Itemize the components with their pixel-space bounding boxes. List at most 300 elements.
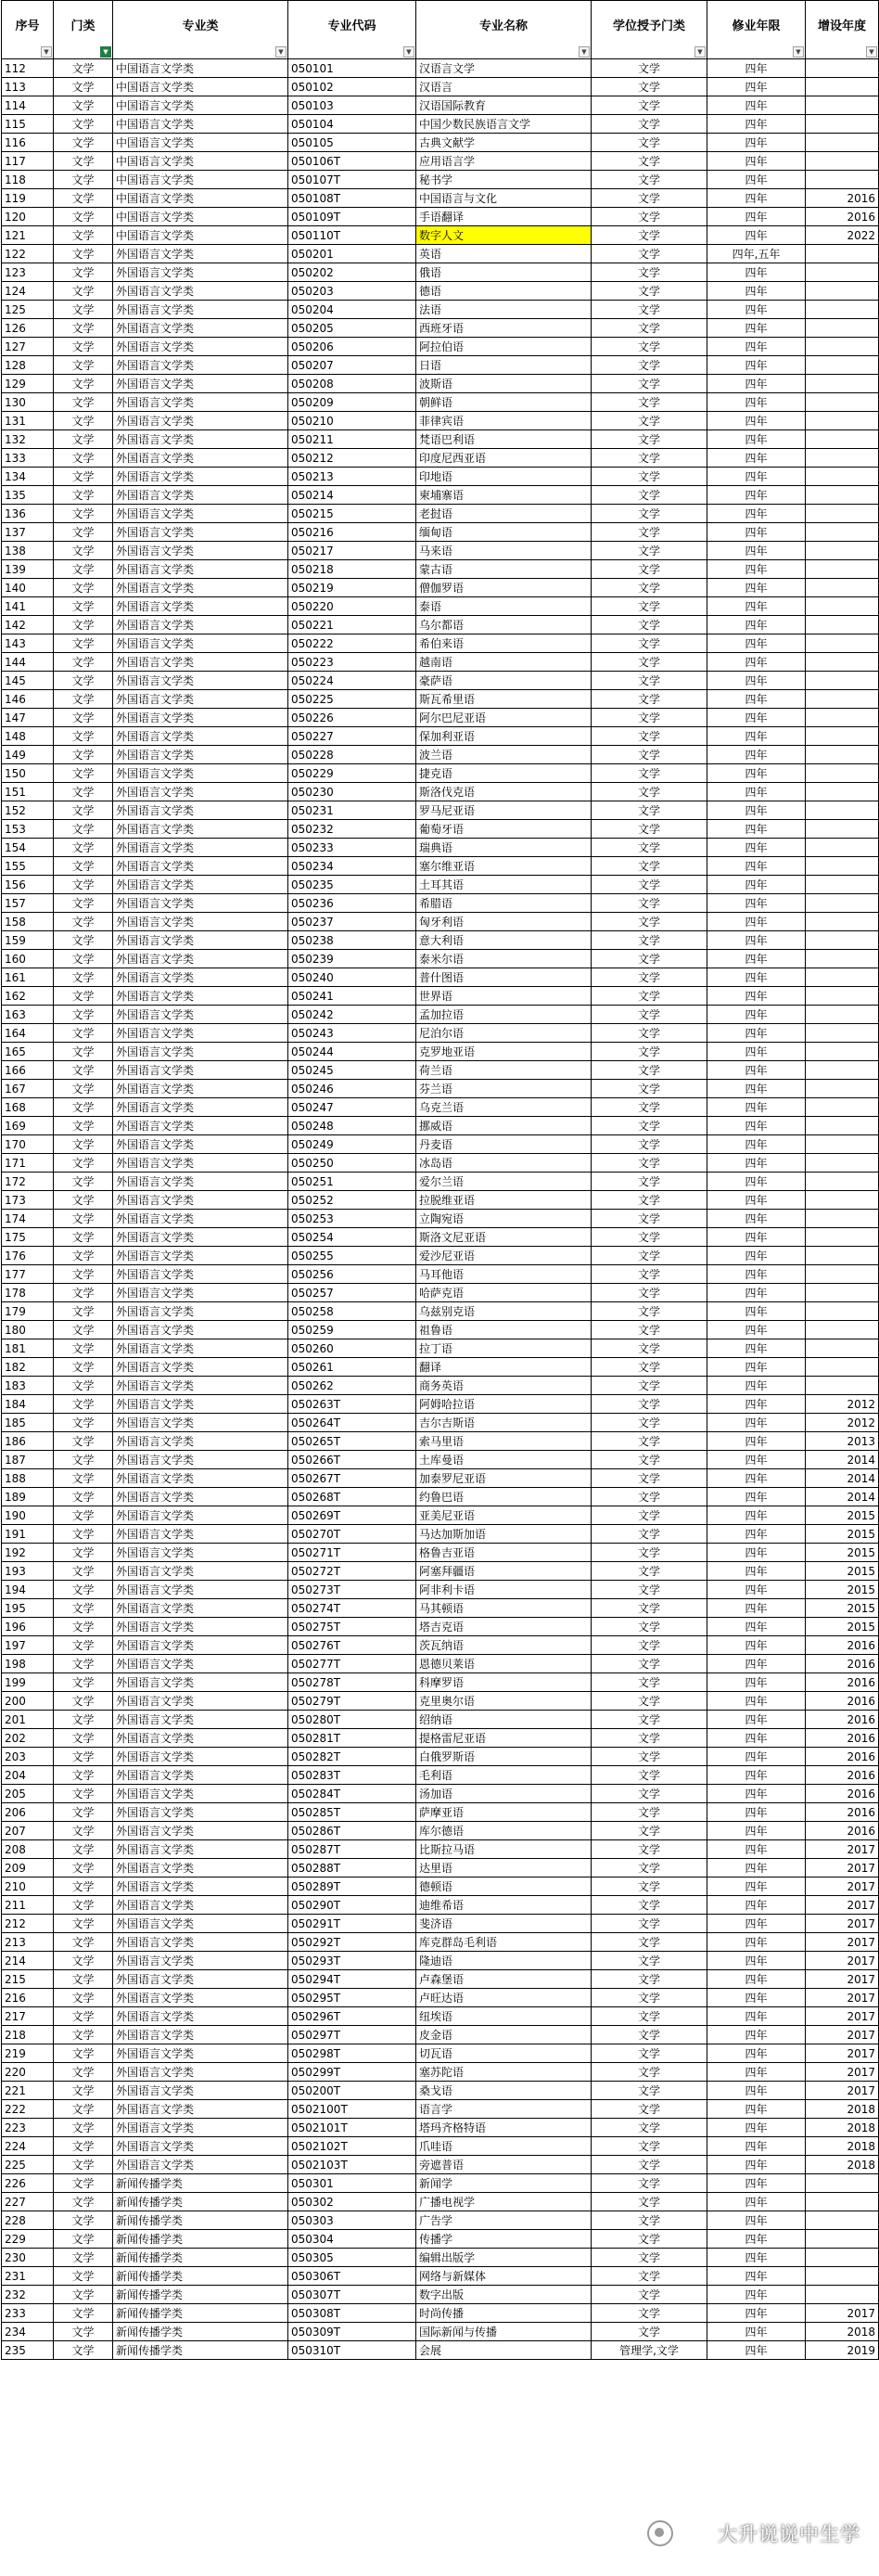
cell-year[interactable]: 2018 [806, 2137, 879, 2156]
cell-cat[interactable]: 文学 [54, 1544, 113, 1562]
cell-cat[interactable]: 文学 [54, 1673, 113, 1692]
cell-seq[interactable]: 125 [2, 301, 54, 319]
cell-cat[interactable]: 文学 [54, 2341, 113, 2360]
cell-years[interactable]: 四年 [707, 356, 806, 375]
cell-year[interactable]: 2016 [806, 1692, 879, 1711]
cell-name[interactable]: 中国语言与文化 [416, 189, 592, 208]
cell-code[interactable]: 050200T [288, 2082, 416, 2100]
cell-seq[interactable]: 210 [2, 1878, 54, 1896]
cell-name[interactable]: 西班牙语 [416, 319, 592, 338]
cell-year[interactable] [806, 876, 879, 894]
cell-cat[interactable]: 文学 [54, 950, 113, 968]
cell-class[interactable]: 外国语言文学类 [113, 1228, 288, 1247]
cell-code[interactable]: 050294T [288, 1970, 416, 1989]
cell-code[interactable]: 050202 [288, 263, 416, 282]
cell-class[interactable]: 外国语言文学类 [113, 505, 288, 523]
cell-cat[interactable]: 文学 [54, 78, 113, 96]
cell-name[interactable]: 马来语 [416, 542, 592, 560]
cell-code[interactable]: 050110T [288, 226, 416, 245]
cell-class[interactable]: 外国语言文学类 [113, 746, 288, 764]
cell-seq[interactable]: 158 [2, 913, 54, 931]
cell-seq[interactable]: 222 [2, 2100, 54, 2119]
cell-year[interactable] [806, 1117, 879, 1135]
cell-years[interactable]: 四年 [707, 542, 806, 560]
cell-code[interactable]: 050219 [288, 579, 416, 597]
cell-years[interactable]: 四年 [707, 560, 806, 579]
cell-degree[interactable]: 文学 [592, 1822, 707, 1840]
cell-degree[interactable]: 文学 [592, 1469, 707, 1488]
cell-degree[interactable]: 文学 [592, 1506, 707, 1525]
cell-code[interactable]: 050256 [288, 1265, 416, 1284]
cell-name[interactable]: 数字出版 [416, 2286, 592, 2304]
cell-cat[interactable]: 文学 [54, 968, 113, 987]
cell-seq[interactable]: 233 [2, 2304, 54, 2323]
cell-cat[interactable]: 文学 [54, 1469, 113, 1488]
cell-seq[interactable]: 212 [2, 1915, 54, 1933]
cell-code[interactable]: 050239 [288, 950, 416, 968]
cell-degree[interactable]: 文学 [592, 894, 707, 913]
cell-class[interactable]: 外国语言文学类 [113, 1840, 288, 1859]
cell-cat[interactable]: 文学 [54, 1377, 113, 1395]
cell-seq[interactable]: 145 [2, 672, 54, 690]
cell-cat[interactable]: 文学 [54, 1024, 113, 1043]
cell-seq[interactable]: 168 [2, 1098, 54, 1117]
cell-cat[interactable]: 文学 [54, 319, 113, 338]
cell-degree[interactable]: 文学 [592, 1692, 707, 1711]
cell-seq[interactable]: 135 [2, 486, 54, 505]
cell-name[interactable]: 汉语国际教育 [416, 96, 592, 115]
cell-code[interactable]: 050238 [288, 931, 416, 950]
cell-years[interactable]: 四年 [707, 1933, 806, 1952]
cell-year[interactable] [806, 1098, 879, 1117]
cell-degree[interactable]: 文学 [592, 1562, 707, 1581]
cell-name[interactable]: 广告学 [416, 2211, 592, 2230]
cell-year[interactable] [806, 913, 879, 931]
cell-class[interactable]: 外国语言文学类 [113, 319, 288, 338]
cell-name[interactable]: 格鲁吉亚语 [416, 1544, 592, 1562]
cell-degree[interactable]: 文学 [592, 913, 707, 931]
cell-years[interactable]: 四年 [707, 1673, 806, 1692]
cell-cat[interactable]: 文学 [54, 96, 113, 115]
cell-year[interactable] [806, 579, 879, 597]
cell-name[interactable]: 马达加斯加语 [416, 1525, 592, 1544]
cell-degree[interactable]: 文学 [592, 430, 707, 449]
cell-name[interactable]: 希腊语 [416, 894, 592, 913]
cell-code[interactable]: 050259 [288, 1321, 416, 1339]
cell-degree[interactable]: 文学 [592, 2286, 707, 2304]
cell-class[interactable]: 外国语言文学类 [113, 542, 288, 560]
cell-class[interactable]: 外国语言文学类 [113, 1247, 288, 1265]
cell-degree[interactable]: 文学 [592, 634, 707, 653]
cell-class[interactable]: 新闻传播学类 [113, 2304, 288, 2323]
cell-year[interactable] [806, 690, 879, 709]
cell-class[interactable]: 外国语言文学类 [113, 820, 288, 839]
cell-seq[interactable]: 157 [2, 894, 54, 913]
cell-year[interactable] [806, 134, 879, 152]
cell-seq[interactable]: 150 [2, 764, 54, 783]
cell-class[interactable]: 外国语言文学类 [113, 1748, 288, 1766]
cell-cat[interactable]: 文学 [54, 2119, 113, 2137]
cell-years[interactable]: 四年 [707, 2044, 806, 2063]
cell-seq[interactable]: 225 [2, 2156, 54, 2174]
cell-name[interactable]: 丹麦语 [416, 1135, 592, 1154]
cell-name[interactable]: 达里语 [416, 1859, 592, 1878]
cell-cat[interactable]: 文学 [54, 1358, 113, 1377]
cell-years[interactable]: 四年,五年 [707, 245, 806, 263]
cell-year[interactable] [806, 96, 879, 115]
cell-name[interactable]: 加泰罗尼亚语 [416, 1469, 592, 1488]
cell-year[interactable] [806, 430, 879, 449]
cell-degree[interactable]: 文学 [592, 1525, 707, 1544]
cell-degree[interactable]: 文学 [592, 2119, 707, 2137]
cell-seq[interactable]: 118 [2, 171, 54, 189]
cell-class[interactable]: 外国语言文学类 [113, 263, 288, 282]
cell-degree[interactable]: 文学 [592, 876, 707, 894]
cell-cat[interactable]: 文学 [54, 1154, 113, 1173]
cell-degree[interactable]: 文学 [592, 1135, 707, 1154]
cell-code[interactable]: 050301 [288, 2174, 416, 2193]
cell-year[interactable]: 2017 [806, 1840, 879, 1859]
cell-code[interactable]: 050285T [288, 1803, 416, 1822]
cell-year[interactable] [806, 727, 879, 746]
cell-code[interactable]: 050260 [288, 1339, 416, 1358]
cell-seq[interactable]: 162 [2, 987, 54, 1006]
cell-year[interactable]: 2015 [806, 1581, 879, 1599]
cell-name[interactable]: 捷克语 [416, 764, 592, 783]
cell-class[interactable]: 外国语言文学类 [113, 950, 288, 968]
cell-degree[interactable]: 文学 [592, 1636, 707, 1655]
cell-cat[interactable]: 文学 [54, 1432, 113, 1451]
cell-cat[interactable]: 文学 [54, 1915, 113, 1933]
cell-year[interactable]: 2014 [806, 1451, 879, 1469]
cell-code[interactable]: 050252 [288, 1191, 416, 1210]
cell-cat[interactable]: 文学 [54, 579, 113, 597]
cell-seq[interactable]: 188 [2, 1469, 54, 1488]
cell-year[interactable]: 2016 [806, 189, 879, 208]
cell-year[interactable] [806, 319, 879, 338]
cell-years[interactable]: 四年 [707, 1729, 806, 1748]
cell-code[interactable]: 050229 [288, 764, 416, 783]
cell-code[interactable]: 050242 [288, 1006, 416, 1024]
cell-class[interactable]: 中国语言文学类 [113, 59, 288, 78]
cell-class[interactable]: 外国语言文学类 [113, 1562, 288, 1581]
cell-degree[interactable]: 文学 [592, 2063, 707, 2082]
cell-name[interactable]: 蒙古语 [416, 560, 592, 579]
cell-name[interactable]: 亚美尼亚语 [416, 1506, 592, 1525]
cell-years[interactable]: 四年 [707, 1822, 806, 1840]
cell-year[interactable]: 2018 [806, 2100, 879, 2119]
cell-code[interactable]: 050305 [288, 2249, 416, 2267]
cell-seq[interactable]: 165 [2, 1043, 54, 1061]
cell-name[interactable]: 爱沙尼亚语 [416, 1247, 592, 1265]
cell-cat[interactable]: 文学 [54, 1729, 113, 1748]
cell-code[interactable]: 050251 [288, 1173, 416, 1191]
filter-dropdown-icon[interactable]: ▼ [694, 46, 706, 58]
cell-year[interactable]: 2015 [806, 1562, 879, 1581]
cell-class[interactable]: 外国语言文学类 [113, 356, 288, 375]
cell-years[interactable]: 四年 [707, 2230, 806, 2249]
cell-years[interactable]: 四年 [707, 1896, 806, 1915]
cell-year[interactable] [806, 1191, 879, 1210]
filter-dropdown-icon[interactable]: ▼ [793, 46, 804, 58]
cell-cat[interactable]: 文学 [54, 1506, 113, 1525]
cell-class[interactable]: 外国语言文学类 [113, 1265, 288, 1284]
cell-class[interactable]: 外国语言文学类 [113, 1006, 288, 1024]
cell-year[interactable] [806, 393, 879, 412]
cell-degree[interactable]: 文学 [592, 1154, 707, 1173]
cell-cat[interactable]: 文学 [54, 1618, 113, 1636]
cell-name[interactable]: 孟加拉语 [416, 1006, 592, 1024]
cell-class[interactable]: 外国语言文学类 [113, 1859, 288, 1878]
cell-seq[interactable]: 133 [2, 449, 54, 468]
cell-cat[interactable]: 文学 [54, 263, 113, 282]
cell-years[interactable]: 四年 [707, 134, 806, 152]
cell-cat[interactable]: 文学 [54, 1636, 113, 1655]
cell-degree[interactable]: 文学 [592, 263, 707, 282]
cell-class[interactable]: 外国语言文学类 [113, 2044, 288, 2063]
cell-code[interactable]: 050262 [288, 1377, 416, 1395]
cell-degree[interactable]: 文学 [592, 468, 707, 486]
cell-seq[interactable]: 166 [2, 1061, 54, 1080]
cell-cat[interactable]: 文学 [54, 1933, 113, 1952]
cell-degree[interactable]: 文学 [592, 1080, 707, 1098]
cell-year[interactable]: 2019 [806, 2341, 879, 2360]
cell-year[interactable] [806, 764, 879, 783]
cell-code[interactable]: 050231 [288, 801, 416, 820]
cell-degree[interactable]: 文学 [592, 801, 707, 820]
cell-name[interactable]: 迪维希语 [416, 1896, 592, 1915]
cell-code[interactable]: 050286T [288, 1822, 416, 1840]
cell-seq[interactable]: 195 [2, 1599, 54, 1618]
cell-name[interactable]: 应用语言学 [416, 152, 592, 171]
cell-degree[interactable]: 文学 [592, 96, 707, 115]
cell-cat[interactable]: 文学 [54, 857, 113, 876]
cell-class[interactable]: 外国语言文学类 [113, 2119, 288, 2137]
cell-seq[interactable]: 214 [2, 1952, 54, 1970]
cell-name[interactable]: 手语翻译 [416, 208, 592, 226]
cell-degree[interactable]: 文学 [592, 2323, 707, 2341]
cell-class[interactable]: 外国语言文学类 [113, 1061, 288, 1080]
cell-class[interactable]: 外国语言文学类 [113, 2082, 288, 2100]
cell-class[interactable]: 外国语言文学类 [113, 486, 288, 505]
cell-code[interactable]: 050226 [288, 709, 416, 727]
cell-year[interactable]: 2012 [806, 1414, 879, 1432]
cell-name[interactable]: 缅甸语 [416, 523, 592, 542]
cell-degree[interactable]: 文学 [592, 2044, 707, 2063]
cell-cat[interactable]: 文学 [54, 1785, 113, 1803]
cell-seq[interactable]: 153 [2, 820, 54, 839]
cell-class[interactable]: 外国语言文学类 [113, 1878, 288, 1896]
cell-name[interactable]: 科摩罗语 [416, 1673, 592, 1692]
cell-degree[interactable]: 文学 [592, 319, 707, 338]
cell-years[interactable]: 四年 [707, 2137, 806, 2156]
cell-degree[interactable]: 文学 [592, 1228, 707, 1247]
cell-cat[interactable]: 文学 [54, 1080, 113, 1098]
cell-seq[interactable]: 159 [2, 931, 54, 950]
cell-cat[interactable]: 文学 [54, 839, 113, 857]
cell-years[interactable]: 四年 [707, 1098, 806, 1117]
cell-class[interactable]: 外国语言文学类 [113, 1321, 288, 1339]
cell-years[interactable]: 四年 [707, 2286, 806, 2304]
cell-name[interactable]: 世界语 [416, 987, 592, 1006]
cell-name[interactable]: 阿尔巴尼亚语 [416, 709, 592, 727]
cell-degree[interactable]: 文学 [592, 746, 707, 764]
cell-class[interactable]: 外国语言文学类 [113, 523, 288, 542]
cell-seq[interactable]: 136 [2, 505, 54, 523]
cell-cat[interactable]: 文学 [54, 1692, 113, 1711]
cell-year[interactable] [806, 59, 879, 78]
cell-class[interactable]: 新闻传播学类 [113, 2267, 288, 2286]
cell-years[interactable]: 四年 [707, 115, 806, 134]
cell-class[interactable]: 外国语言文学类 [113, 1488, 288, 1506]
cell-year[interactable] [806, 801, 879, 820]
cell-code[interactable]: 050282T [288, 1748, 416, 1766]
cell-name[interactable]: 土耳其语 [416, 876, 592, 894]
cell-class[interactable]: 外国语言文学类 [113, 672, 288, 690]
cell-years[interactable]: 四年 [707, 2082, 806, 2100]
cell-code[interactable]: 050293T [288, 1952, 416, 1970]
cell-seq[interactable]: 149 [2, 746, 54, 764]
cell-code[interactable]: 050264T [288, 1414, 416, 1432]
cell-year[interactable] [806, 616, 879, 634]
cell-years[interactable]: 四年 [707, 727, 806, 746]
cell-class[interactable]: 外国语言文学类 [113, 597, 288, 616]
cell-code[interactable]: 050258 [288, 1302, 416, 1321]
cell-code[interactable]: 050234 [288, 857, 416, 876]
cell-cat[interactable]: 文学 [54, 2156, 113, 2174]
cell-code[interactable]: 050309T [288, 2323, 416, 2341]
cell-code[interactable]: 050274T [288, 1599, 416, 1618]
cell-cat[interactable]: 文学 [54, 653, 113, 672]
cell-name[interactable]: 汤加语 [416, 1785, 592, 1803]
cell-seq[interactable]: 178 [2, 1284, 54, 1302]
cell-name[interactable]: 波斯语 [416, 375, 592, 393]
cell-name[interactable]: 汉语言 [416, 78, 592, 96]
cell-year[interactable] [806, 894, 879, 913]
cell-code[interactable]: 050261 [288, 1358, 416, 1377]
cell-year[interactable]: 2017 [806, 2007, 879, 2026]
cell-degree[interactable]: 文学 [592, 1265, 707, 1284]
cell-years[interactable]: 四年 [707, 1061, 806, 1080]
cell-seq[interactable]: 213 [2, 1933, 54, 1952]
cell-seq[interactable]: 155 [2, 857, 54, 876]
cell-class[interactable]: 中国语言文学类 [113, 171, 288, 189]
cell-name[interactable]: 罗马尼亚语 [416, 801, 592, 820]
cell-year[interactable] [806, 523, 879, 542]
cell-years[interactable]: 四年 [707, 653, 806, 672]
cell-cat[interactable]: 文学 [54, 1043, 113, 1061]
cell-degree[interactable]: 文学 [592, 1395, 707, 1414]
cell-year[interactable]: 2015 [806, 1544, 879, 1562]
cell-name[interactable]: 保加利亚语 [416, 727, 592, 746]
cell-year[interactable] [806, 783, 879, 801]
cell-degree[interactable]: 文学 [592, 1618, 707, 1636]
cell-code[interactable]: 050240 [288, 968, 416, 987]
filter-active-icon[interactable]: ▼ [100, 46, 111, 58]
cell-years[interactable]: 四年 [707, 2100, 806, 2119]
cell-seq[interactable]: 179 [2, 1302, 54, 1321]
cell-degree[interactable]: 文学 [592, 375, 707, 393]
cell-name[interactable]: 日语 [416, 356, 592, 375]
cell-years[interactable]: 四年 [707, 468, 806, 486]
cell-class[interactable]: 外国语言文学类 [113, 653, 288, 672]
cell-seq[interactable]: 232 [2, 2286, 54, 2304]
cell-degree[interactable]: 文学 [592, 2211, 707, 2230]
cell-degree[interactable]: 文学 [592, 1284, 707, 1302]
cell-seq[interactable]: 130 [2, 393, 54, 412]
cell-code[interactable]: 050106T [288, 152, 416, 171]
cell-cat[interactable]: 文学 [54, 2007, 113, 2026]
cell-years[interactable]: 四年 [707, 764, 806, 783]
cell-seq[interactable]: 230 [2, 2249, 54, 2267]
cell-year[interactable]: 2015 [806, 1618, 879, 1636]
cell-degree[interactable]: 文学 [592, 1970, 707, 1989]
cell-name[interactable]: 塔玛齐格特语 [416, 2119, 592, 2137]
cell-code[interactable]: 050296T [288, 2007, 416, 2026]
cell-code[interactable]: 050223 [288, 653, 416, 672]
cell-years[interactable]: 四年 [707, 1655, 806, 1673]
cell-name[interactable]: 普什图语 [416, 968, 592, 987]
cell-years[interactable]: 四年 [707, 1599, 806, 1618]
cell-cat[interactable]: 文学 [54, 2211, 113, 2230]
cell-cat[interactable]: 文学 [54, 1711, 113, 1729]
cell-cat[interactable]: 文学 [54, 1135, 113, 1154]
cell-years[interactable]: 四年 [707, 171, 806, 189]
cell-code[interactable]: 050278T [288, 1673, 416, 1692]
cell-year[interactable] [806, 839, 879, 857]
cell-years[interactable]: 四年 [707, 1395, 806, 1414]
cell-seq[interactable]: 190 [2, 1506, 54, 1525]
cell-cat[interactable]: 文学 [54, 690, 113, 709]
cell-seq[interactable]: 114 [2, 96, 54, 115]
cell-years[interactable]: 四年 [707, 1785, 806, 1803]
cell-seq[interactable]: 235 [2, 2341, 54, 2360]
cell-degree[interactable]: 文学 [592, 950, 707, 968]
cell-years[interactable]: 四年 [707, 690, 806, 709]
cell-degree[interactable]: 文学 [592, 783, 707, 801]
cell-degree[interactable]: 文学 [592, 616, 707, 634]
cell-name[interactable]: 英语 [416, 245, 592, 263]
cell-class[interactable]: 外国语言文学类 [113, 1284, 288, 1302]
cell-seq[interactable]: 129 [2, 375, 54, 393]
cell-code[interactable]: 050241 [288, 987, 416, 1006]
cell-code[interactable]: 050299T [288, 2063, 416, 2082]
cell-code[interactable]: 050303 [288, 2211, 416, 2230]
cell-years[interactable]: 四年 [707, 1377, 806, 1395]
cell-class[interactable]: 外国语言文学类 [113, 1302, 288, 1321]
cell-years[interactable]: 四年 [707, 1748, 806, 1766]
cell-class[interactable]: 外国语言文学类 [113, 1043, 288, 1061]
cell-code[interactable]: 050107T [288, 171, 416, 189]
cell-year[interactable] [806, 597, 879, 616]
cell-code[interactable]: 050277T [288, 1655, 416, 1673]
cell-degree[interactable]: 文学 [592, 1748, 707, 1766]
cell-degree[interactable]: 文学 [592, 1729, 707, 1748]
cell-class[interactable]: 外国语言文学类 [113, 412, 288, 430]
cell-years[interactable]: 四年 [707, 709, 806, 727]
cell-years[interactable]: 四年 [707, 1358, 806, 1377]
cell-class[interactable]: 外国语言文学类 [113, 1673, 288, 1692]
cell-class[interactable]: 外国语言文学类 [113, 1173, 288, 1191]
cell-year[interactable]: 2014 [806, 1488, 879, 1506]
cell-degree[interactable]: 文学 [592, 1339, 707, 1358]
cell-years[interactable]: 四年 [707, 2063, 806, 2082]
cell-class[interactable]: 外国语言文学类 [113, 1822, 288, 1840]
cell-year[interactable]: 2016 [806, 1711, 879, 1729]
cell-name[interactable]: 波兰语 [416, 746, 592, 764]
cell-years[interactable]: 四年 [707, 430, 806, 449]
cell-code[interactable]: 050298T [288, 2044, 416, 2063]
